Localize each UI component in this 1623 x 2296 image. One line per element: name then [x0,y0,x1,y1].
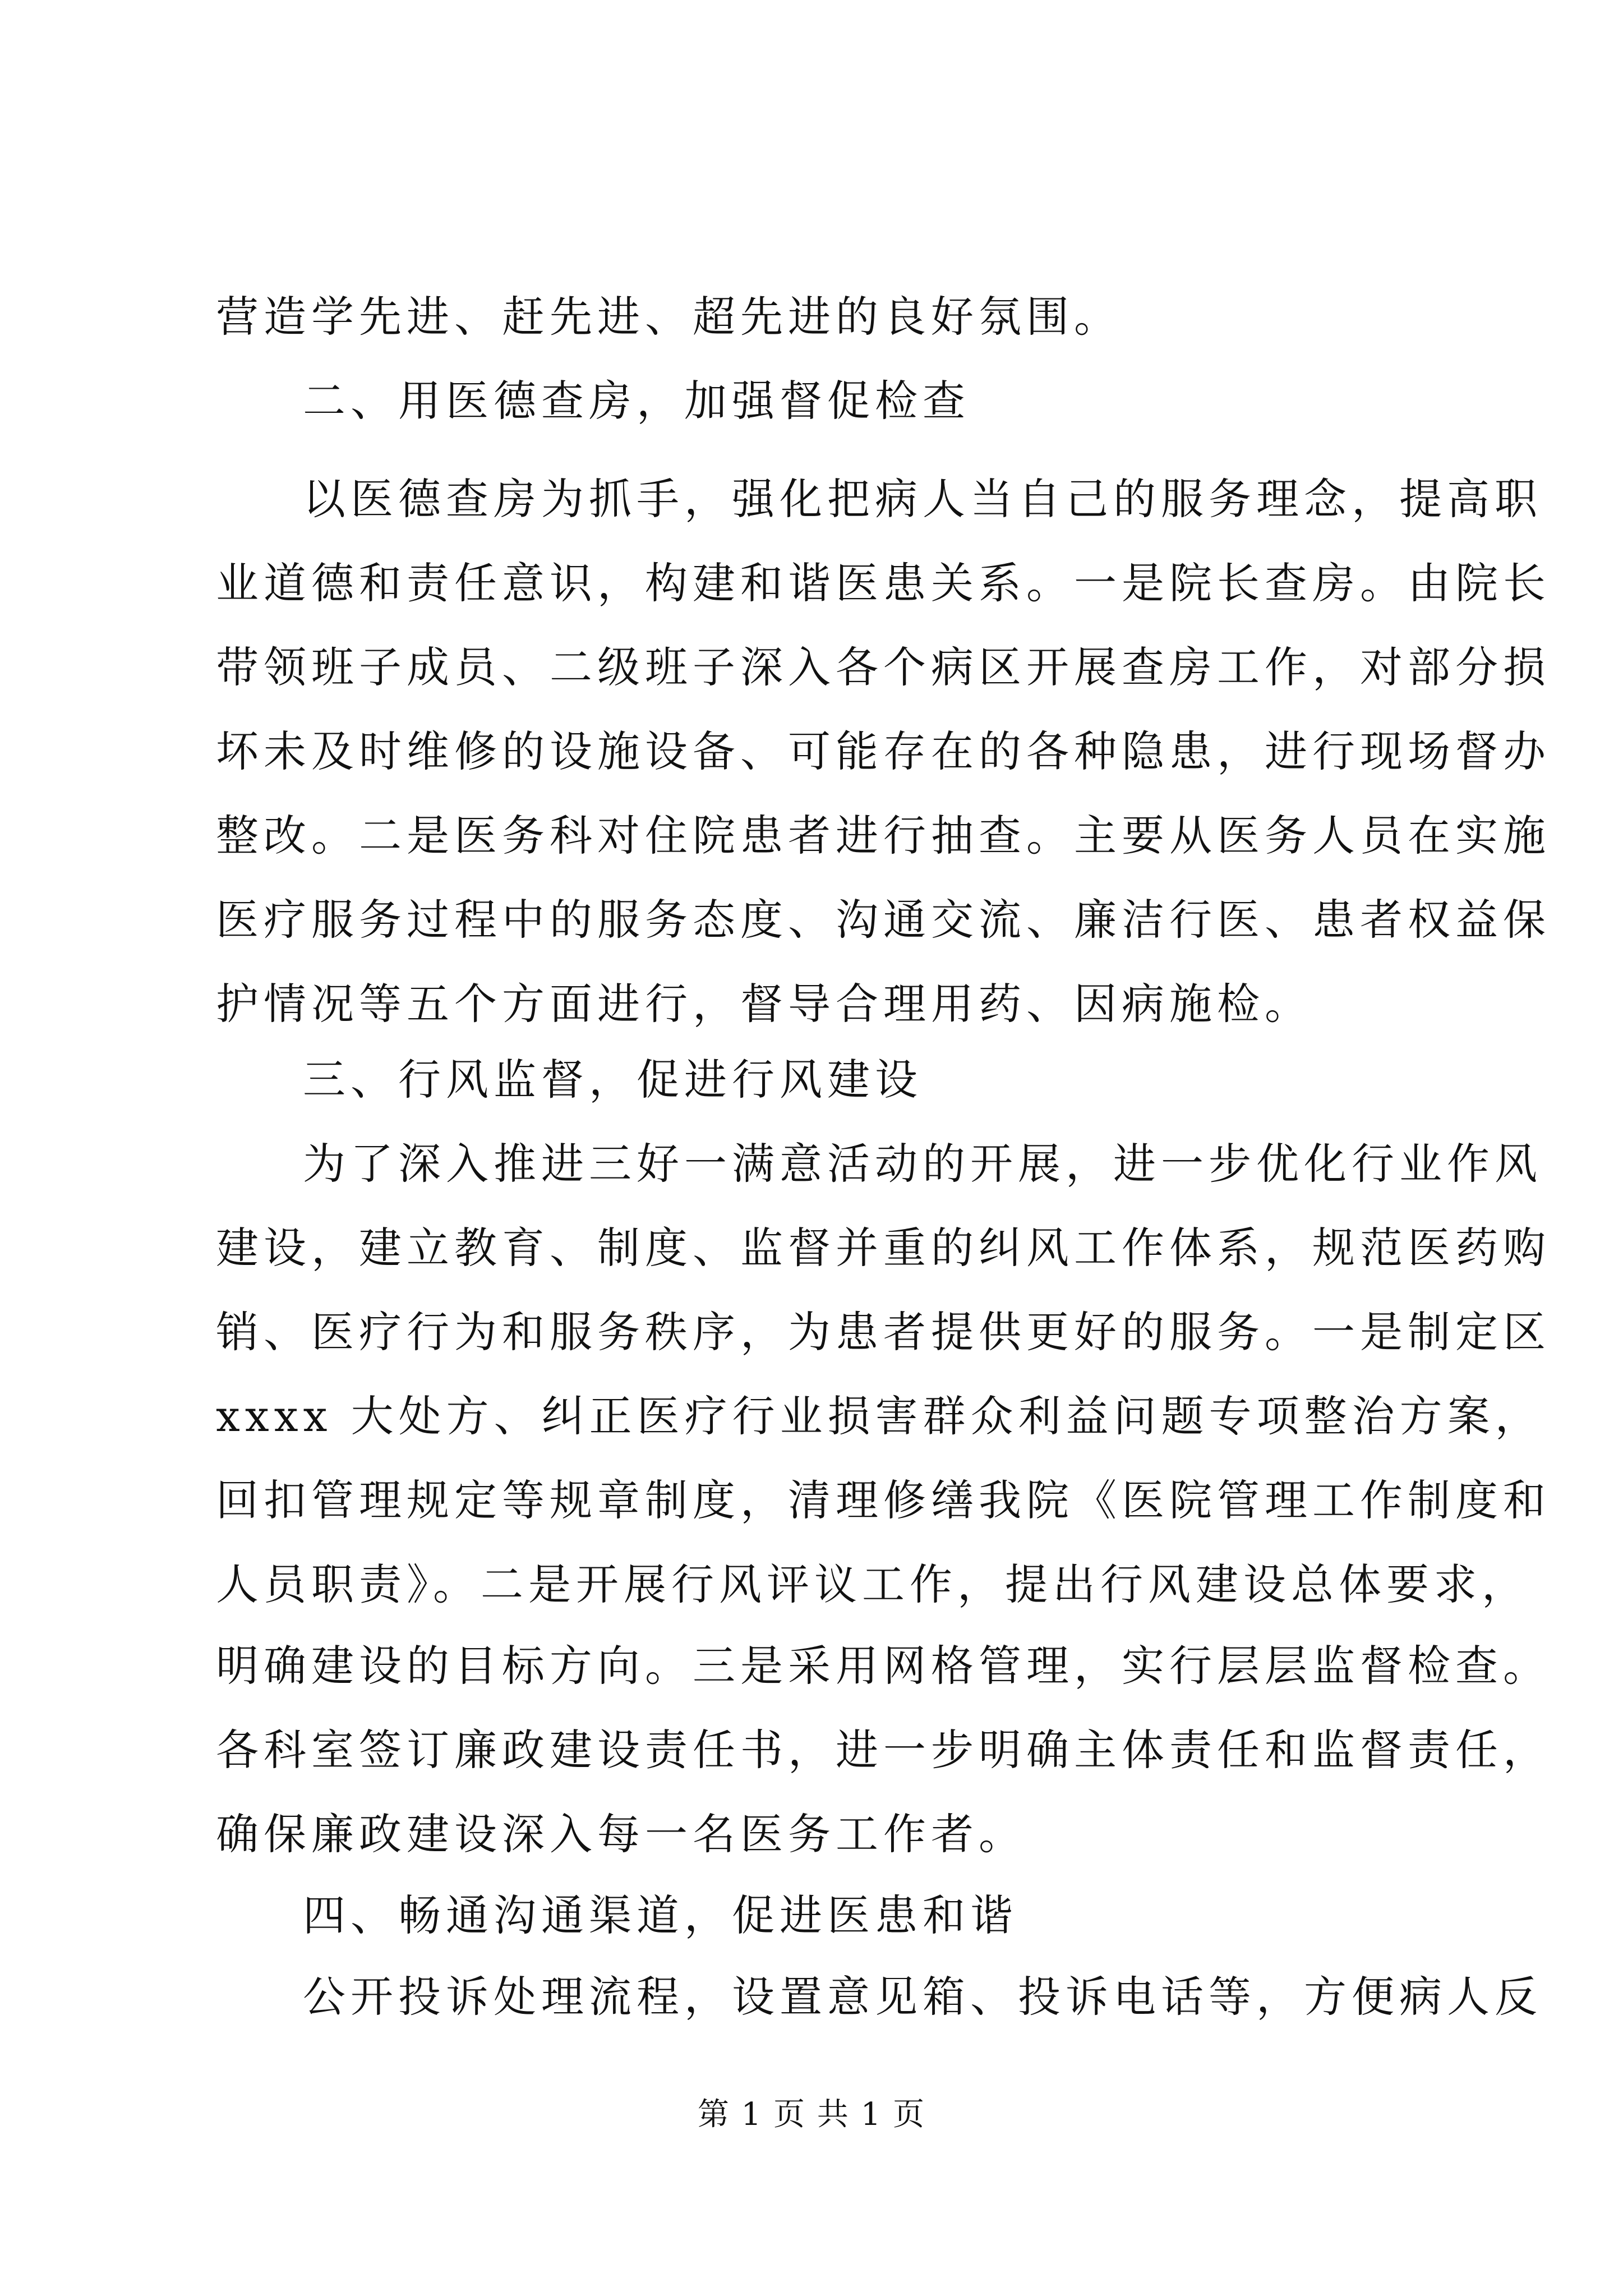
page-number-footer: 第 1 页 共 1 页 [697,2096,926,2133]
body-text-line: 医疗服务过程中的服务态度、沟通交流、廉洁行医、患者权益保 [216,895,1551,945]
body-text-line: 明确建设的目标方向。三是采用网格管理，实行层层监督检查。 [216,1641,1551,1691]
body-text-line: 为了深入推进三好一满意活动的开展，进一步优化行业作风 [303,1139,1542,1189]
body-text-line: 营造学先进、赶先进、超先进的良好氛围。 [216,292,1122,342]
body-text-line: 以医德查房为抓手，强化把病人当自己的服务理念，提高职 [303,474,1542,524]
body-text-line: 各科室签订廉政建设责任书，进一步明确主体责任和监督责任， [216,1725,1551,1775]
body-text-line: 护情况等五个方面进行，督导合理用药、因病施检。 [216,979,1312,1029]
body-text-line: 坏未及时维修的设施设备、可能存在的各种隐患，进行现场督办 [216,726,1551,776]
section-heading: 三、行风监督，促进行风建设 [303,1055,923,1105]
body-text-line: 人员职责》。二是开展行风评议工作，提出行风建设总体要求， [216,1559,1529,1609]
body-text-line: 建设，建立教育、制度、监督并重的纠风工作体系，规范医药购 [216,1223,1551,1273]
body-text-line: xxxx 大处方、纠正医疗行业损害群众利益问题专项整治方案， [216,1391,1543,1441]
body-text-line: 整改。二是医务科对住院患者进行抽查。主要从医务人员在实施 [216,811,1551,861]
body-text-line: 销、医疗行为和服务秩序，为患者提供更好的服务。一是制定区 [216,1307,1551,1357]
section-heading: 四、畅通沟通渠道，促进医患和谐 [303,1890,1018,1940]
body-text-line: 回扣管理规定等规章制度，清理修缮我院《医院管理工作制度和 [216,1475,1551,1525]
body-text-line: 公开投诉处理流程，设置意见箱、投诉电话等，方便病人反 [303,1972,1542,2022]
body-text-line: 带领班子成员、二级班子深入各个病区开展查房工作，对部分损 [216,642,1551,692]
body-text-line: 确保廉政建设深入每一名医务工作者。 [216,1809,1026,1859]
body-text-line: 业道德和责任意识，构建和谐医患关系。一是院长查房。由院长 [216,558,1551,608]
section-heading: 二、用医德查房，加强督促检查 [303,376,970,426]
